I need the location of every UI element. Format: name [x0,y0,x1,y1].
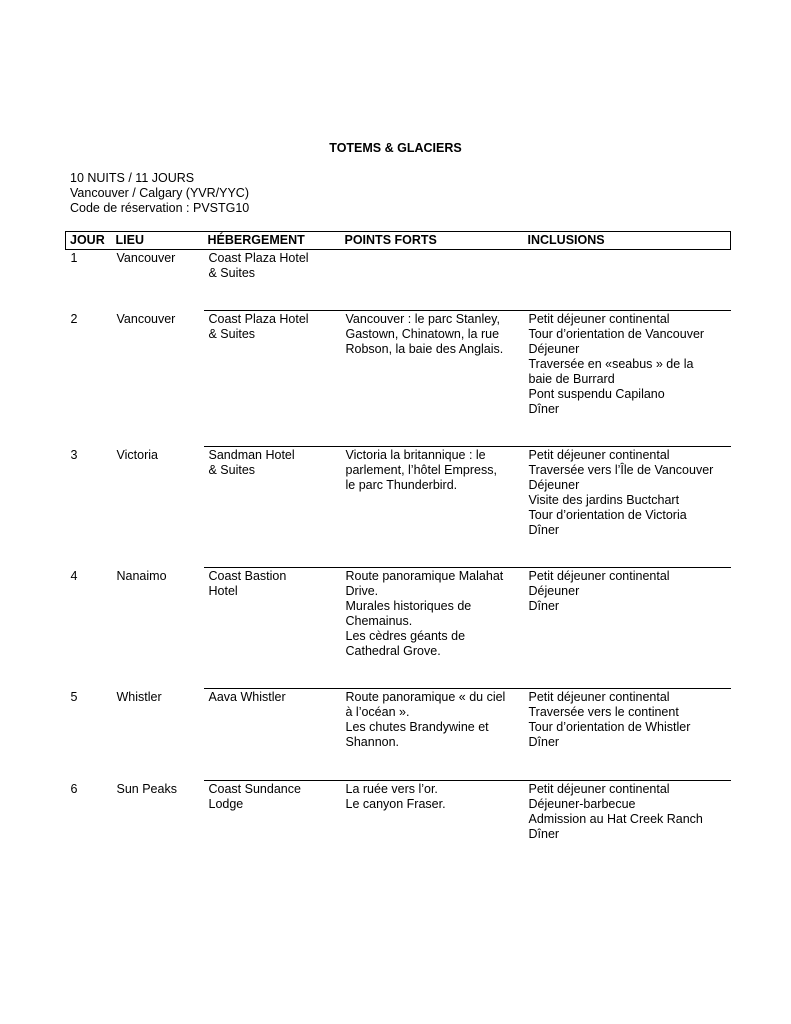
cell-inclusions [524,689,731,781]
cell-hebergement [204,447,341,568]
cell-hebergement-line: Lodge [208,797,244,811]
cell-points-forts [341,689,524,781]
cell-jour: 3 [70,447,78,462]
cell-hebergement-line: Coast Plaza Hotel [208,312,309,326]
cell-hebergement [204,781,341,851]
cell-points-forts-line: le parc Thunderbird. [345,478,458,492]
cell-inclusions-line: Dîner [528,402,560,416]
cell-inclusions-line: baie de Burrard [528,372,615,386]
cell-lieu: Vancouver [116,251,176,265]
cell-lieu: Nanaimo [116,568,167,583]
cell-points-forts-line: Shannon. [345,735,400,749]
cell-lieu: Whistler [116,689,162,704]
cell-points-forts-line: parlement, l’hôtel Empress, [345,463,497,477]
cell-inclusions-line: Petit déjeuner continental [528,312,670,326]
cell-inclusions [524,311,731,447]
cell-inclusions [524,568,731,689]
trip-route: Vancouver / Calgary (YVR/YYC) [70,186,249,200]
cell-inclusions-line: Dîner [528,599,560,613]
cell-hebergement [204,689,341,781]
header-inclusions: INCLUSIONS [524,232,731,250]
cell-inclusions [524,250,731,311]
cell-inclusions-line: Traversée vers le continent [528,705,679,719]
cell-points-forts-line: Gastown, Chinatown, la rue [345,327,500,341]
cell-points-forts-line: Route panoramique « du ciel [345,690,506,704]
cell-jour: 5 [70,689,78,704]
header-lieu: LIEU [112,232,204,250]
header-jour: JOUR [66,232,112,250]
cell-points-forts-line: Robson, la baie des Anglais. [345,342,504,356]
cell-inclusions-line: Visite des jardins Buctchart [528,493,680,507]
cell-points-forts [341,781,524,851]
cell-hebergement-line: Hotel [208,584,238,598]
trip-meta [70,171,249,216]
cell-hebergement-line: & Suites [208,266,256,280]
cell-inclusions-line: Déjeuner [528,478,580,492]
cell-jour: 4 [70,568,78,583]
cell-hebergement [204,568,341,689]
cell-inclusions [524,447,731,568]
table-row [66,250,731,311]
table-header-row [66,232,731,250]
table-row [66,689,731,781]
cell-inclusions-line: Déjeuner [528,584,580,598]
cell-inclusions-line: Tour d’orientation de Vancouver [528,327,705,341]
cell-points-forts-line: Cathedral Grove. [345,644,441,658]
cell-points-forts-line: Victoria la britannique : le [345,448,486,462]
cell-inclusions-line: Déjeuner-barbecue [528,797,636,811]
cell-hebergement-line: Aava Whistler [208,690,286,704]
cell-inclusions-line: Admission au Hat Creek Ranch [528,812,703,826]
cell-inclusions-line: Tour d’orientation de Whistler [528,720,691,734]
cell-points-forts-line: La ruée vers l’or. [345,782,438,796]
cell-hebergement-line: Coast Plaza Hotel [208,251,309,265]
cell-hebergement [204,311,341,447]
cell-hebergement-line: & Suites [208,463,256,477]
cell-points-forts [341,568,524,689]
cell-points-forts-line: Le canyon Fraser. [345,797,446,811]
cell-hebergement-line: Sandman Hotel [208,448,295,462]
cell-inclusions-line: Tour d’orientation de Victoria [528,508,687,522]
cell-points-forts-line: Les cèdres géants de [345,629,466,643]
cell-hebergement [204,250,341,311]
table-row [66,447,731,568]
cell-inclusions-line: Petit déjeuner continental [528,569,670,583]
table-row [66,781,731,851]
cell-points-forts-line: Chemainus. [345,614,413,628]
booking-code: Code de réservation : PVSTG10 [70,201,250,215]
document-title: TOTEMS & GLACIERS [329,141,462,155]
cell-inclusions-line: Dîner [528,523,560,537]
cell-points-forts-line: Vancouver : le parc Stanley, [345,312,500,326]
header-points-forts: POINTS FORTS [341,232,524,250]
table-row [66,568,731,689]
cell-inclusions [524,781,731,851]
cell-lieu: Vancouver [116,311,176,326]
cell-jour: 1 [70,251,78,265]
cell-points-forts [341,250,524,311]
cell-inclusions-line: Petit déjeuner continental [528,690,670,704]
cell-points-forts [341,311,524,447]
header-hebergement: HÉBERGEMENT [204,232,341,250]
cell-hebergement-line: Coast Sundance [208,782,301,796]
cell-inclusions-line: Petit déjeuner continental [528,782,670,796]
cell-lieu: Victoria [116,447,158,462]
itinerary-table [65,231,731,851]
cell-inclusions-line: Petit déjeuner continental [528,448,670,462]
cell-points-forts-line: à l’océan ». [345,705,410,719]
cell-points-forts-line: Drive. [345,584,379,598]
cell-points-forts-line: Route panoramique Malahat [345,569,504,583]
cell-points-forts [341,447,524,568]
cell-jour: 2 [70,311,78,326]
trip-duration: 10 NUITS / 11 JOURS [70,171,195,185]
cell-lieu: Sun Peaks [116,781,177,796]
cell-inclusions-line: Dîner [528,827,560,841]
cell-inclusions-line: Déjeuner [528,342,580,356]
cell-points-forts-line: Murales historiques de [345,599,472,613]
table-row [66,311,731,447]
cell-hebergement-line: & Suites [208,327,256,341]
cell-inclusions-line: Pont suspendu Capilano [528,387,665,401]
cell-points-forts-line: Les chutes Brandywine et [345,720,489,734]
cell-inclusions-line: Traversée en «seabus » de la [528,357,694,371]
table-body [66,250,731,851]
cell-inclusions-line: Traversée vers l’Île de Vancouver [528,463,714,477]
cell-jour: 6 [70,781,78,796]
cell-inclusions-line: Dîner [528,735,560,749]
cell-hebergement-line: Coast Bastion [208,569,287,583]
